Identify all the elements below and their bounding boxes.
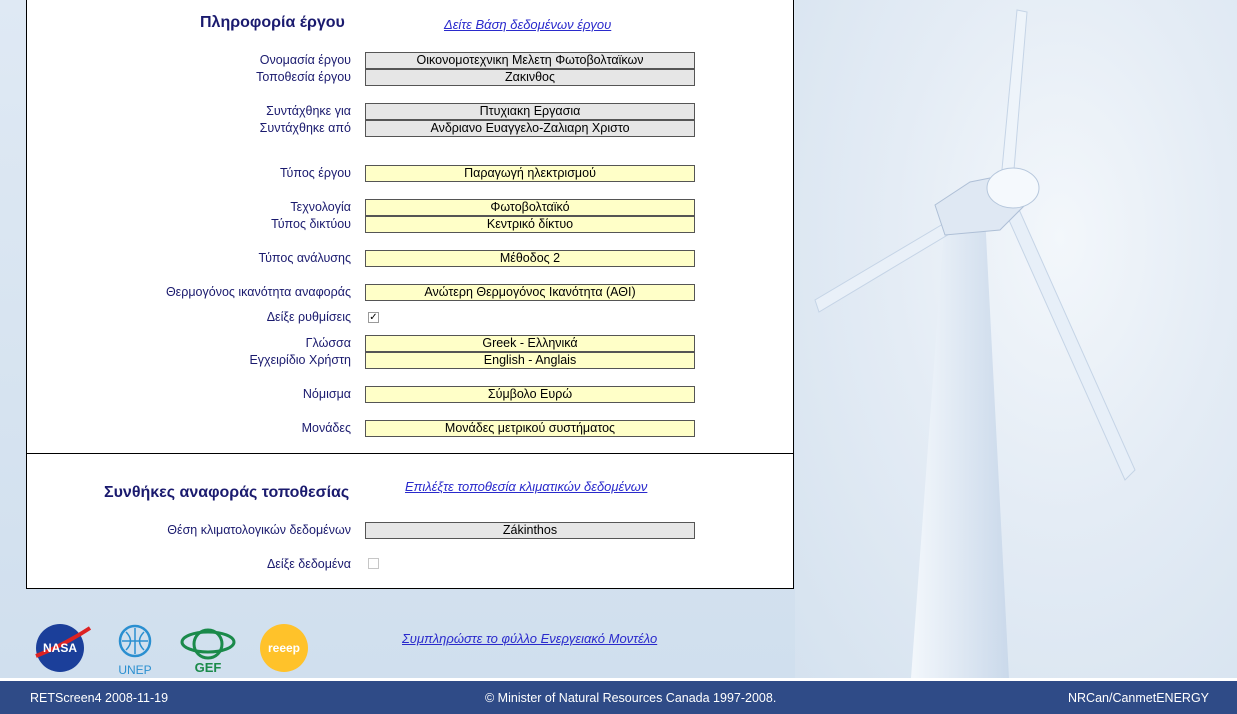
climate-location-link[interactable]: Επιλέξτε τοποθεσία κλιματικών δεδομένων bbox=[405, 479, 648, 494]
gef-logo bbox=[178, 622, 238, 676]
energy-model-link[interactable]: Συμπληρώστε το φύλλο Ενεργειακό Μοντέλο bbox=[402, 631, 658, 646]
heating-value-select[interactable]: Ανώτερη Θερμογόνος Ικανότητα (ΑΘΙ) bbox=[365, 284, 695, 301]
user-manual-select[interactable]: English - Anglais bbox=[365, 352, 695, 369]
nasa-logo bbox=[32, 622, 92, 674]
units-select[interactable]: Μονάδες μετρικού συστήματος bbox=[365, 420, 695, 437]
unep-logo bbox=[110, 622, 160, 676]
user-manual-label: Εγχειρίδιο Χρήστη bbox=[249, 353, 351, 367]
reeep-logo bbox=[258, 622, 310, 674]
technology-label: Τεχνολογία bbox=[290, 200, 351, 214]
project-database-link[interactable]: Δείτε Βάση δεδομένων έργου bbox=[444, 17, 612, 32]
prepared-by-field[interactable]: Ανδριανο Ευαγγελο-Ζαλιαρη Χριστο bbox=[365, 120, 695, 137]
svg-text:NASA: NASA bbox=[42, 641, 78, 655]
units-label: Μονάδες bbox=[301, 421, 351, 435]
partner-logos bbox=[26, 612, 316, 678]
prepared-for-label: Συντάχθηκε για bbox=[266, 104, 351, 118]
analysis-type-label: Τύπος ανάλυσης bbox=[258, 251, 351, 265]
heating-value-label: Θερμογόνος ικανότητα αναφοράς bbox=[165, 285, 351, 299]
project-info-title: Πληροφορία έργου bbox=[200, 14, 345, 31]
status-footer bbox=[0, 678, 1237, 714]
svg-text:reeep: reeep bbox=[267, 641, 301, 655]
climate-location-label: Θέση κλιματολογικών δεδομένων bbox=[167, 523, 351, 537]
show-data-checkbox[interactable] bbox=[368, 558, 379, 569]
svg-text:GEF: GEF bbox=[194, 660, 222, 675]
language-label: Γλώσσα bbox=[305, 336, 351, 350]
prepared-by-label: Συντάχθηκε από bbox=[259, 121, 351, 135]
show-data-label: Δείξε δεδομένα bbox=[266, 557, 351, 571]
grid-type-label: Τύπος δικτύου bbox=[271, 217, 351, 231]
project-name-label: Ονομασία έργου bbox=[259, 53, 351, 67]
analysis-type-select[interactable]: Μέθοδος 2 bbox=[365, 250, 695, 267]
project-location-field[interactable]: Ζακινθος bbox=[365, 69, 695, 86]
site-conditions-title: Συνθήκες αναφοράς τοποθεσίας bbox=[104, 484, 350, 501]
show-settings-checkbox[interactable]: ✓ bbox=[369, 312, 378, 323]
version-text: RETScreen4 2008-11-19 bbox=[30, 691, 169, 705]
technology-select[interactable]: Φωτοβολταϊκό bbox=[365, 199, 695, 216]
svg-text:UNEP: UNEP bbox=[118, 663, 152, 676]
wind-turbine-image bbox=[795, 0, 1237, 678]
grid-type-select[interactable]: Κεντρικό δίκτυο bbox=[365, 216, 695, 233]
agency-text: NRCan/CanmetENERGY bbox=[1067, 691, 1209, 705]
project-type-label: Τύπος έργου bbox=[279, 166, 351, 180]
climate-location-field[interactable]: Zákinthos bbox=[365, 522, 695, 539]
show-settings-label: Δείξε ρυθμίσεις bbox=[266, 310, 351, 324]
project-name-field[interactable]: Οικονομοτεχνικη Μελετη Φωτοβολταϊκων bbox=[365, 52, 695, 69]
project-type-select[interactable]: Παραγωγή ηλεκτρισμού bbox=[365, 165, 695, 182]
prepared-for-field[interactable]: Πτυχιακη Εργασια bbox=[365, 103, 695, 120]
section-divider bbox=[26, 453, 794, 454]
project-location-label: Τοποθεσία έργου bbox=[256, 70, 351, 84]
copyright-text: © Minister of Natural Resources Canada 1997-2008. bbox=[485, 691, 777, 705]
currency-label: Νόμισμα bbox=[302, 387, 351, 401]
language-select[interactable]: Greek - Ελληνικά bbox=[365, 335, 695, 352]
currency-select[interactable]: Σύμβολο Ευρώ bbox=[365, 386, 695, 403]
